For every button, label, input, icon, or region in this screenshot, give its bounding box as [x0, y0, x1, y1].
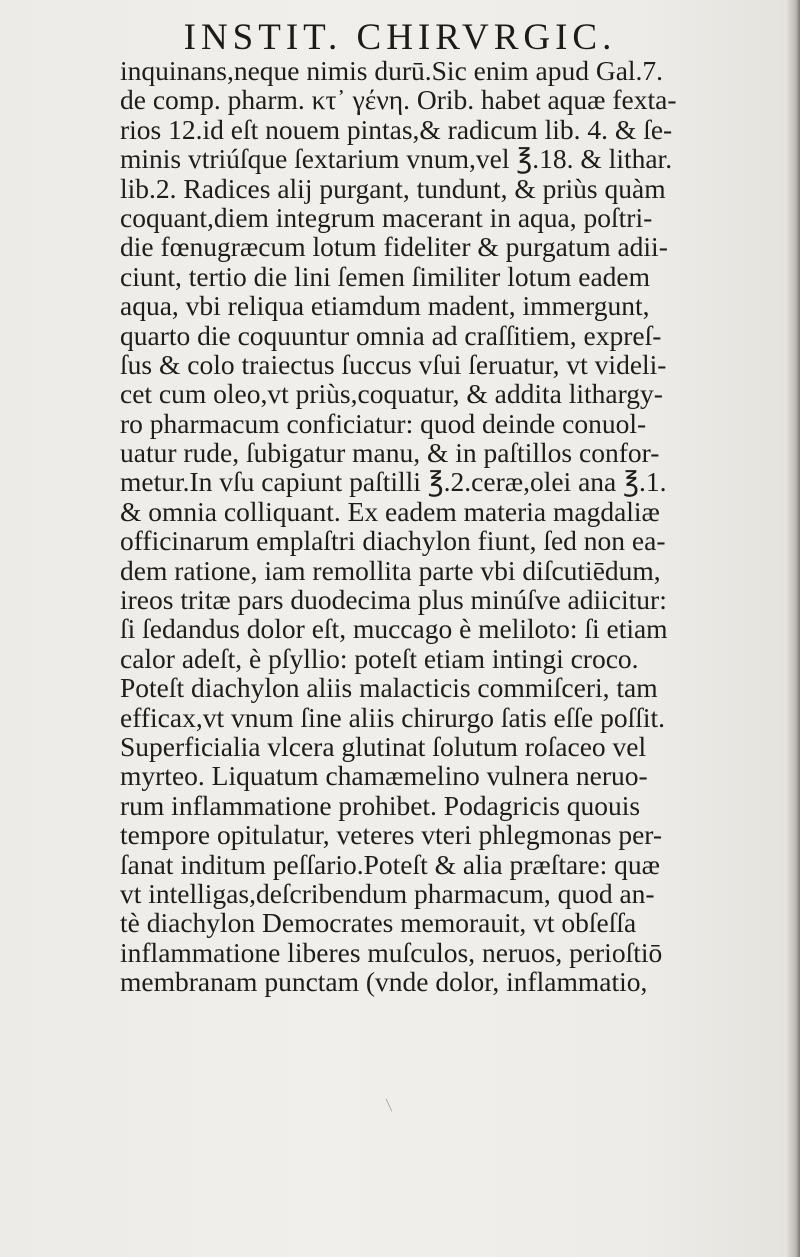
text-line: ro pharmacum conficiatur: quod deinde conuol- [120, 407, 647, 439]
text-line: myrteo. Liquatum chamæmelino vulnera neruo- [120, 760, 648, 792]
text-line: dem ratione, iam remollita parte vbi diſcutiēdum, [120, 554, 661, 586]
text-line: coquant,diem integrum macerant in aqua, poſtri- [120, 201, 653, 233]
stray-ink-mark [386, 1094, 402, 1111]
text-line: ciunt, tertio die lini ſemen ſimiliter lotum eadem [120, 260, 651, 292]
text-line: Poteſt diachylon aliis malacticis commiſceri, tam [120, 672, 658, 704]
text-line: lib.2. Radices alij purgant, tundunt, & priùs quàm [120, 172, 666, 204]
text-line: Superficialia vlcera glutinat ſolutum roſaceo vel [120, 730, 647, 762]
text-line: ſi ſedandus dolor eſt, muccago è meliloto: ſi etiam [120, 613, 668, 645]
text-line: efficax,vt vnum ſine aliis chirurgo ſatis eſſe poſſit. [120, 701, 666, 733]
text-line: officinarum emplaſtri diachylon fiunt, ſed non ea- [120, 525, 666, 557]
text-line: inquinans,neque nimis durū.Sic enim apud Gal.7. [120, 55, 664, 86]
text-line: calor adeſt, è pſyllio: poteſt etiam intingi croco. [120, 642, 639, 674]
text-line: vt intelligas,deſcribendum pharmacum, quod an- [120, 877, 655, 909]
text-line: & omnia colliquant. Ex eadem materia magdaliæ [120, 495, 660, 527]
text-line: metur.In vſu capiunt paſtilli ℥.2.ceræ,olei ana ℥.1. [120, 466, 667, 498]
text-line: rios 12.id eſt nouem pintas,& radicum lib. 4. & ſe- [120, 113, 673, 145]
body-text [120, 56, 780, 997]
text-line: quarto die coquuntur omnia ad craſſitiem, expreſ- [120, 319, 662, 351]
text-line: minis vtriúſque ſextarium vnum,vel ℥.18. & lithar. [120, 143, 673, 175]
text-line: tè diachylon Democrates memorauit, vt obſeſſa [120, 907, 637, 939]
text-line: aqua, vbi reliqua etiamdum madent, immergunt, [120, 290, 650, 322]
text-line: uatur rude, ſubigatur manu, & in paſtillos confor- [120, 437, 660, 469]
text-line: de comp. pharm. κτ᾽ γένη. Orib. habet aquæ fexta- [120, 84, 677, 116]
page-edge-shadow [786, 0, 800, 1257]
text-line: tempore opitulatur, veteres vteri phlegmonas per- [120, 819, 663, 851]
text-line: membranam punctam (vnde dolor, inflammatio, [120, 966, 648, 998]
text-line: inflammatione liberes muſculos, neruos, perioſtiō [120, 936, 663, 968]
running-head: INSTIT. CHIRVRGIC. [183, 17, 617, 58]
text-line: ireos tritæ pars duodecima plus minúſve adiicitur: [120, 584, 667, 616]
text-line: cet cum oleo,vt priùs,coquatur, & addita lithargy- [120, 378, 663, 410]
text-line: ſus & colo traiectus ſuccus vſui ſeruatur, vt videli- [120, 348, 667, 380]
text-line: rum inflammatione prohibet. Podagricis quouis [120, 789, 641, 821]
text-line: die fœnugræcum lotum fideliter & purgatum adii- [120, 231, 668, 263]
text-line: ſanat inditum peſſario.Poteſt & alia præſtare: quæ [120, 848, 660, 880]
